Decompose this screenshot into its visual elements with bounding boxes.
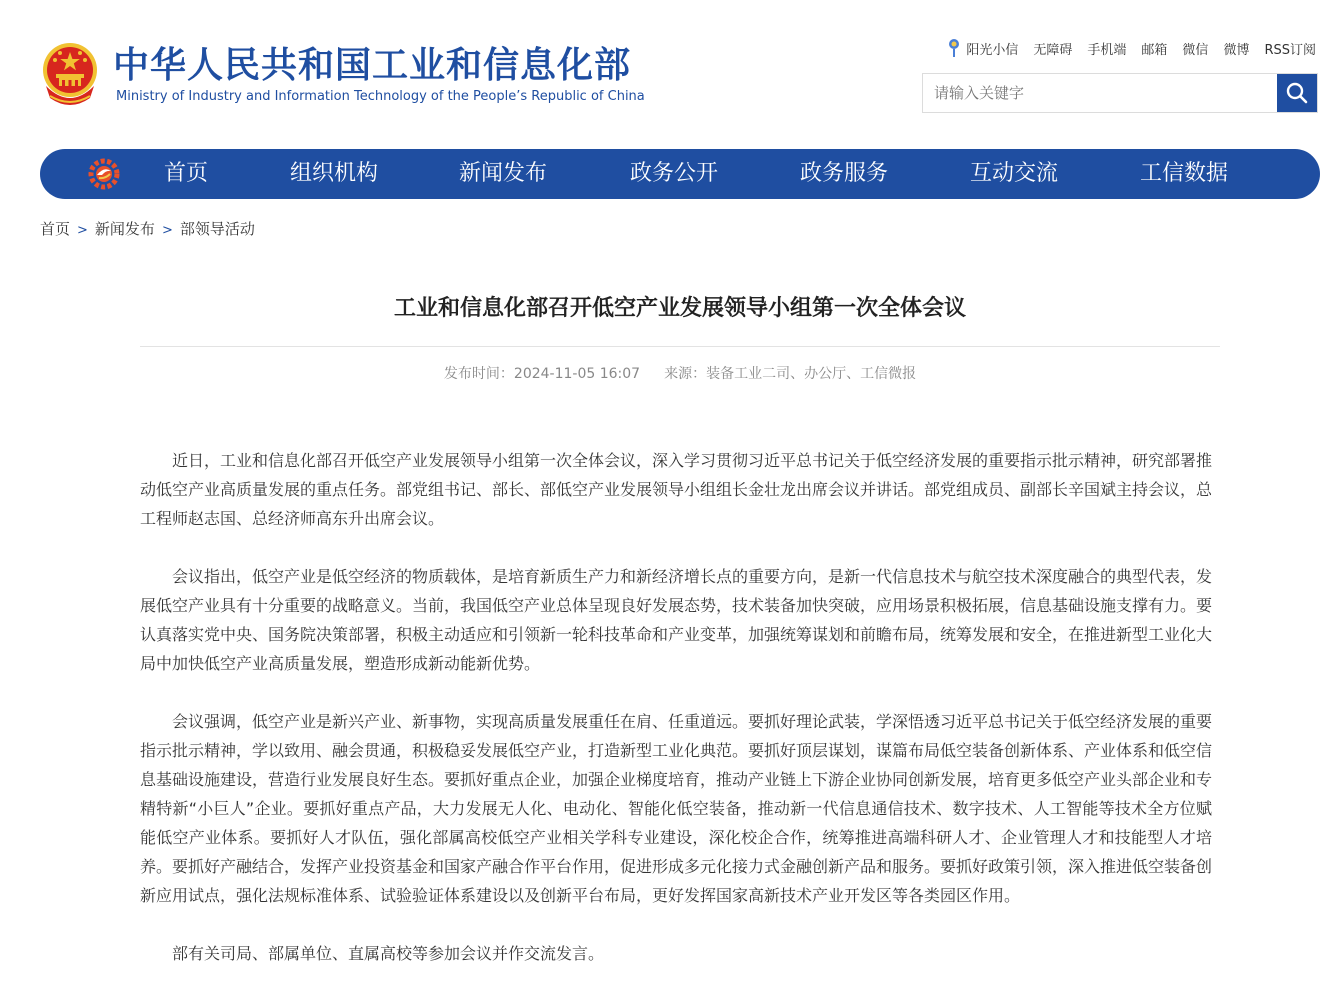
publish-label: 发布时间：: [443, 366, 514, 382]
nav-interaction[interactable]: 互动交流: [970, 161, 1059, 186]
nav-organization[interactable]: 组织机构: [290, 161, 379, 186]
article-content: [140, 446, 1212, 997]
search-button[interactable]: [1277, 74, 1317, 112]
site-title: 中华人民共和国工业和信息化部: [113, 45, 632, 86]
nav-news[interactable]: 新闻发布: [459, 161, 548, 186]
national-emblem-logo: [40, 40, 100, 108]
title-divider: [140, 346, 1220, 347]
link-sunshine-label: 阳光小信: [966, 42, 1019, 58]
site-subtitle-en: Ministry of Industry and Information Technology of the People’s Republic of China: [116, 89, 645, 104]
breadcrumb: [40, 218, 255, 242]
main-nav: [40, 149, 1320, 199]
link-sunshine[interactable]: [946, 38, 1018, 58]
nav-government-services[interactable]: 政务服务: [800, 161, 889, 186]
article-paragraph: 会议指出，低空产业是低空经济的物质载体，是培育新质生产力和新经济增长点的重要方向，是新一代信息技术与航空技术深度融合的典型代表，发展低空产业具有十分重要的战略意义。当前，我国低空产业总体呈现良好发展态势，技术装备加快突破，应用场景积极拓展，信息基础设施支撑有力。要认真落实党中央、国务院决策部署，积极主动适应和引领新一轮科技革命和产业变革，加强统筹谋划和前瞻布局，统筹发展和安全，在推进新型工业化大局中加快低空产业高质量发展，塑造形成新动能新优势。: [140, 567, 1213, 673]
top-links: [946, 38, 1316, 58]
search-input[interactable]: [923, 74, 1277, 112]
article-meta: [140, 364, 1220, 384]
nav-data[interactable]: 工信数据: [1140, 161, 1229, 186]
nav-government-affairs[interactable]: 政务公开: [630, 161, 719, 186]
breadcrumb-news[interactable]: 新闻发布: [94, 220, 155, 238]
link-mobile[interactable]: 手机端: [1087, 42, 1127, 58]
search-box: [922, 73, 1318, 113]
source-label: 来源：: [664, 366, 707, 382]
search-icon: [1286, 82, 1308, 104]
breadcrumb-home[interactable]: 首页: [40, 220, 71, 238]
sunshine-icon: [946, 38, 962, 58]
article-paragraph: 会议强调，低空产业是新兴产业、新事物，实现高质量发展重任在肩、任重道远。要抓好理论武装，学深悟透习近平总书记关于低空经济发展的重要指示批示精神，学以致用、融会贯通，积极稳妥发展低空产业，打造新型工业化典范。要抓好顶层谋划，谋篇布局低空装备创新体系、产业体系和低空信息基础设施建设，营造行业发展良好生态。要抓好重点企业，加强企业梯度培育，推动产业链上下游企业协同创新发展，培育更多低空产业头部企业和专精特新“小巨人”企业。要抓好重点产品，大力发展无人化、电动化、智能化低空装备，推动新一代信息通信技术、数字技术、人工智能等技术全方位赋能低空产业体系。要抓好人才队伍，强化部属高校低空产业相关学科专业建设，深化校企合作，统筹推进高端科研人才、企业管理人才和技能型人才培养。要抓好产融结合，发挥产业投资基金和国家产融合作平台作用，促进形成多元化接力式金融创新产品和服务。要抓好政策引领，深入推进低空装备创新应用试点，强化法规标准体系、试验验证体系建设以及创新平台布局，更好发挥国家高新技术产业开发区等各类园区作用。: [140, 712, 1213, 905]
link-accessibility[interactable]: 无障碍: [1033, 42, 1073, 58]
source-value: 装备工业二司、办公厅、工信微报: [706, 366, 917, 382]
article-title: 工业和信息化部召开低空产业发展领导小组第一次全体会议: [393, 296, 966, 321]
miit-gear-icon: [88, 158, 120, 190]
article-paragraph: 部有关司局、部属单位、直属高校等参加会议并作交流发言。: [172, 944, 605, 963]
breadcrumb-separator: >: [161, 223, 173, 238]
link-wechat[interactable]: 微信: [1182, 42, 1209, 58]
publish-time: 2024-11-05 16:07: [513, 366, 641, 382]
link-rss[interactable]: RSS订阅: [1264, 42, 1316, 58]
article-paragraph: 近日，工业和信息化部召开低空产业发展领导小组第一次全体会议，深入学习贯彻习近平总书记关于低空经济发展的重要指示批示精神，研究部署推动低空产业高质量发展的重点任务。部党组书记、部长、部低空产业发展领导小组组长金壮龙出席会议并讲话。部党组成员、副部长辛国斌主持会议，总工程师赵志国、总经济师高东升出席会议。: [140, 451, 1213, 528]
nav-home[interactable]: 首页: [164, 161, 209, 186]
link-weibo[interactable]: 微博: [1223, 42, 1250, 58]
breadcrumb-leaders[interactable]: 部领导活动: [179, 220, 255, 238]
link-mailbox[interactable]: 邮箱: [1141, 42, 1168, 58]
breadcrumb-separator: >: [77, 223, 88, 238]
